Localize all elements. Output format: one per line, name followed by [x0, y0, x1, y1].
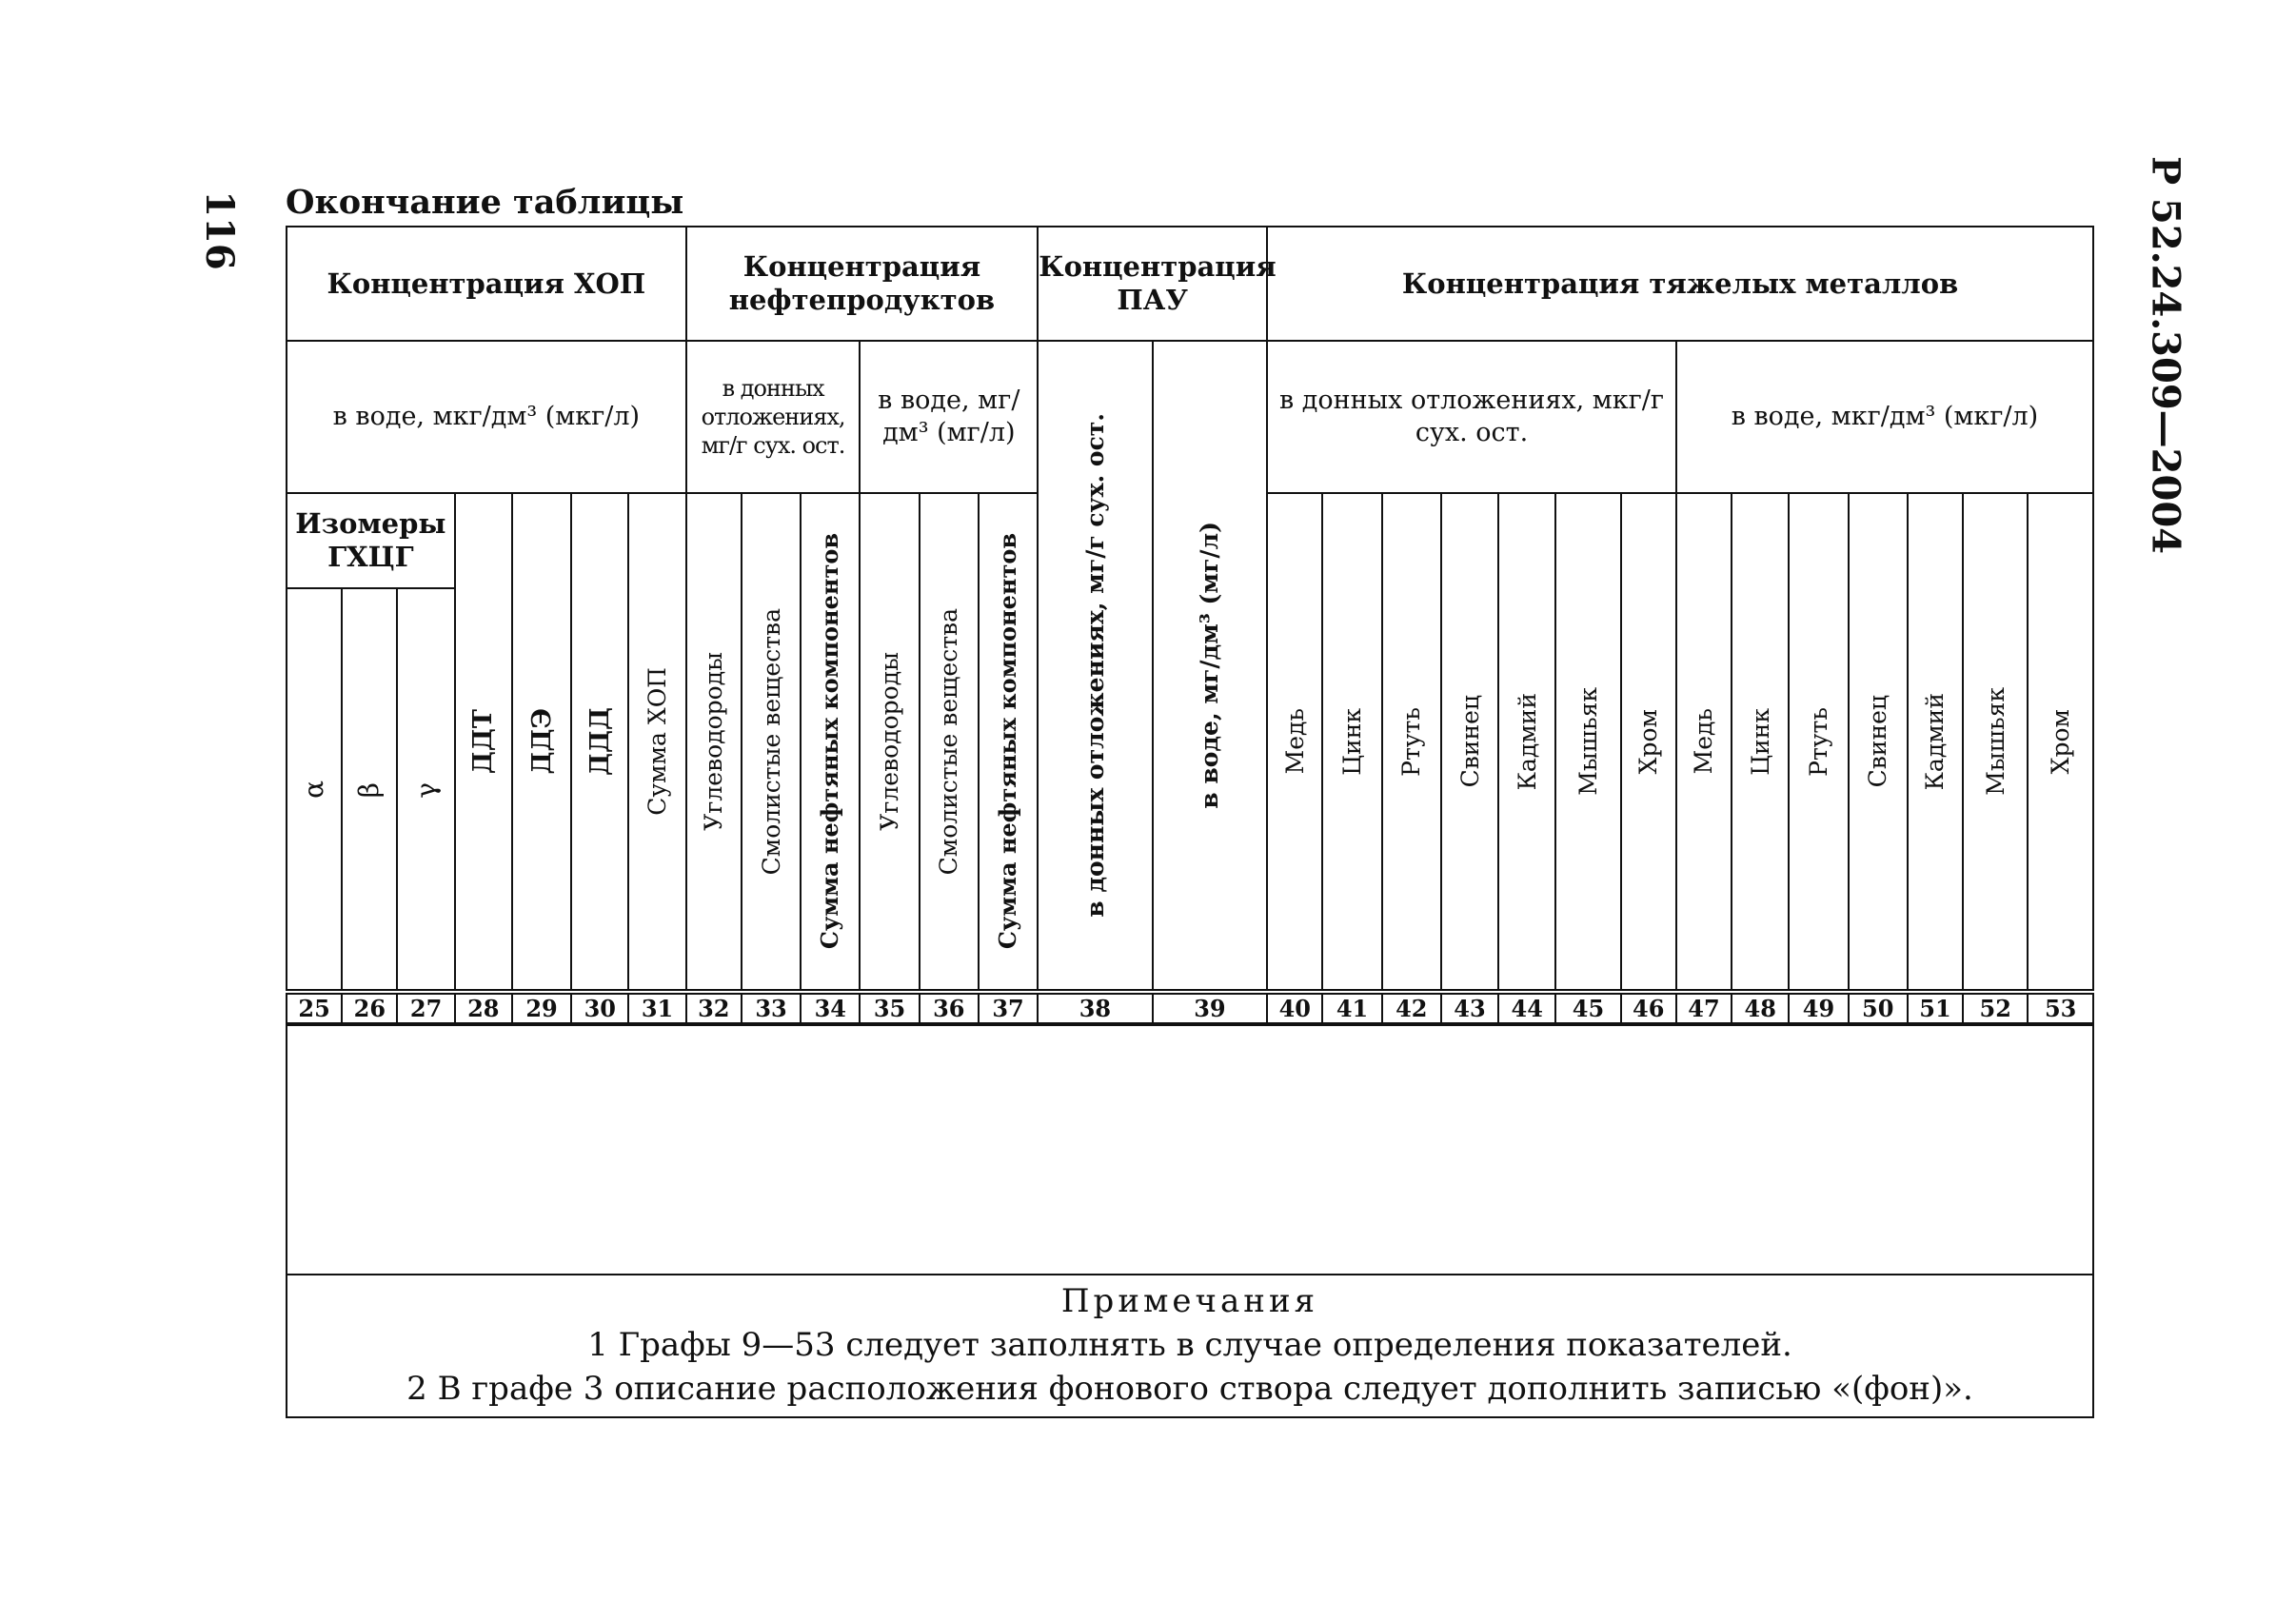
- col-49-header: [1789, 493, 1848, 992]
- col-39-header: [1153, 341, 1267, 992]
- col-51-label: Кадмий: [1921, 692, 1950, 791]
- hop-water-subheader: в воде, мкг/дм³ (мкг/л): [287, 341, 686, 493]
- col-41-header: [1322, 493, 1381, 992]
- col-number: 48: [1732, 992, 1789, 1024]
- col-26-label: β: [353, 782, 386, 799]
- note-item: 2 В графе 3 описание расположения фонового створа следует дополнить записью «(фон)».: [406, 1369, 1973, 1408]
- col-40-header: [1267, 493, 1322, 992]
- col-40-label: Медь: [1280, 708, 1309, 775]
- col-39-label: в воде, мг/дм³ (мг/л): [1196, 522, 1224, 809]
- col-number: 40: [1267, 992, 1322, 1024]
- col-36-label: Смолистые вещества: [935, 607, 963, 876]
- document-id: Р 52.24.309—2004: [2143, 155, 2188, 554]
- page-number: 116: [197, 190, 243, 270]
- col-37-header: [979, 493, 1038, 992]
- col-41-label: Цинк: [1338, 707, 1367, 776]
- col-number: 36: [920, 992, 979, 1024]
- col-number: 43: [1441, 992, 1498, 1024]
- col-number: 35: [860, 992, 919, 1024]
- col-38-header: [1038, 341, 1152, 992]
- col-45-label: Мышьяк: [1574, 687, 1602, 796]
- col-47-header: [1676, 493, 1732, 992]
- col-number: 28: [455, 992, 512, 1024]
- metals-water-subheader: в воде, мкг/дм³ (мкг/л): [1676, 341, 2093, 493]
- group-hop-header: Концентрация ХОП: [287, 227, 686, 341]
- col-number: 42: [1382, 992, 1441, 1024]
- col-33-label: Смолистые вещества: [757, 607, 785, 876]
- col-42-label: Ртуть: [1397, 706, 1426, 777]
- col-51-header: [1908, 493, 1963, 992]
- col-29-label: ДДЭ: [526, 708, 557, 775]
- col-number: 50: [1849, 992, 1908, 1024]
- col-38-label: в донных отложениях, мг/г сух. ост.: [1080, 413, 1109, 918]
- table-title: Окончание таблицы: [286, 183, 684, 222]
- col-27-label: γ: [409, 781, 442, 799]
- col-number: 30: [571, 992, 628, 1024]
- col-number: 26: [342, 992, 397, 1024]
- col-29-header: [512, 493, 571, 992]
- blank-data-area: [287, 1024, 2093, 1275]
- col-number: 52: [1963, 992, 2028, 1024]
- col-32-label: Углеводороды: [700, 652, 728, 831]
- oil-sediments-subheader: в донных отложениях, мг/г сух. ост.: [686, 341, 861, 493]
- note-item: 1 Графы 9—53 следует заполнять в случае определения показателей.: [587, 1326, 1792, 1365]
- col-34-header: [801, 493, 860, 992]
- col-53-label: Хром: [2047, 708, 2075, 775]
- col-number: 37: [979, 992, 1038, 1024]
- group-pau-header: Концентрация ПАУ: [1038, 227, 1267, 341]
- col-45-header: [1555, 493, 1620, 992]
- col-number: 53: [2028, 992, 2093, 1024]
- col-50-label: Свинец: [1864, 695, 1892, 788]
- col-42-header: [1382, 493, 1441, 992]
- col-49-label: Ртуть: [1804, 706, 1832, 777]
- col-30-label: ДДД: [584, 706, 615, 777]
- col-44-label: Кадмий: [1513, 692, 1541, 791]
- col-43-label: Свинец: [1455, 695, 1484, 788]
- results-table: [286, 226, 2094, 1418]
- col-50-header: [1849, 493, 1908, 992]
- col-26-header: [342, 588, 397, 992]
- col-44-header: [1498, 493, 1555, 992]
- col-32-header: [686, 493, 742, 992]
- col-number: 47: [1676, 992, 1732, 1024]
- col-25-label: α: [298, 780, 330, 799]
- group-oil-header: Концентрация нефтепродуктов: [686, 227, 1038, 341]
- col-28-header: [455, 493, 512, 992]
- col-25-header: [287, 588, 342, 992]
- col-number: 51: [1908, 992, 1963, 1024]
- col-number: 32: [686, 992, 742, 1024]
- col-52-header: [1963, 493, 2028, 992]
- col-number: 44: [1498, 992, 1555, 1024]
- col-36-header: [920, 493, 979, 992]
- col-52-label: Мышьяк: [1981, 687, 2009, 796]
- col-48-header: [1732, 493, 1789, 992]
- col-43-header: [1441, 493, 1498, 992]
- col-46-header: [1621, 493, 1676, 992]
- col-number: 33: [742, 992, 801, 1024]
- col-53-header: [2028, 493, 2093, 992]
- col-47-label: Медь: [1690, 708, 1718, 775]
- col-31-header: [628, 493, 685, 992]
- notes-title: Примечания: [1060, 1282, 1319, 1321]
- col-33-header: [742, 493, 801, 992]
- col-37-label: Сумма нефтяных компонентов: [994, 533, 1022, 950]
- col-number: 49: [1789, 992, 1848, 1024]
- col-31-label: Сумма ХОП: [643, 667, 672, 816]
- col-number: 45: [1555, 992, 1620, 1024]
- col-number: 25: [287, 992, 342, 1024]
- oil-water-subheader: в воде, мг/дм³ (мг/л): [860, 341, 1038, 493]
- col-35-label: Углеводороды: [876, 652, 904, 831]
- col-number: 46: [1621, 992, 1676, 1024]
- col-35-header: [860, 493, 919, 992]
- col-number: 27: [397, 992, 454, 1024]
- col-number: 34: [801, 992, 860, 1024]
- isomers-subheader: Изомеры ГХЦГ: [287, 493, 455, 588]
- col-30-header: [571, 493, 628, 992]
- col-46-label: Хром: [1634, 708, 1663, 775]
- metals-sediments-subheader: в донных отложениях, мкг/г сух. ост.: [1267, 341, 1676, 493]
- col-28-label: ДДТ: [468, 708, 499, 775]
- col-34-label: Сумма нефтяных компонентов: [816, 533, 844, 950]
- col-number: 38: [1038, 992, 1152, 1024]
- col-number: 29: [512, 992, 571, 1024]
- col-number: 41: [1322, 992, 1381, 1024]
- col-number: 31: [628, 992, 685, 1024]
- col-48-label: Цинк: [1746, 707, 1774, 776]
- group-metals-header: Концентрация тяжелых металлов: [1267, 227, 2093, 341]
- col-27-header: [397, 588, 454, 992]
- notes-block: [287, 1275, 2093, 1417]
- col-number: 39: [1153, 992, 1267, 1024]
